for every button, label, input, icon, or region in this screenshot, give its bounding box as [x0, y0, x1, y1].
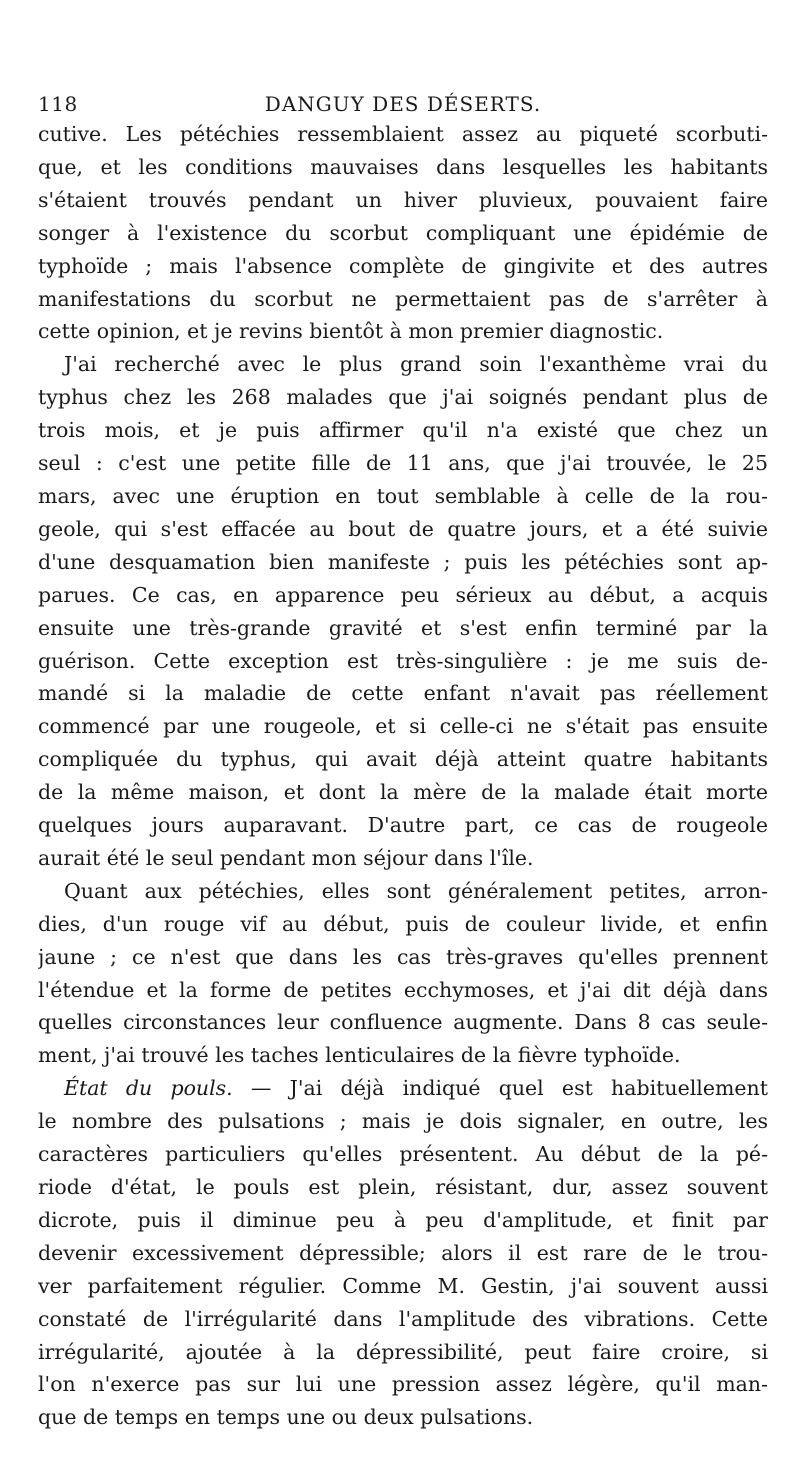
text-line: ensuite une très-grande gravité et s'est enfin terminé par la [38, 615, 768, 640]
text-line: mars, avec une éruption en tout semblable à celle de la rou- [38, 483, 768, 508]
text-line: que, et les conditions mauvaises dans lesquelles les habitants [38, 154, 768, 179]
text-line: d'une desquamation bien manifeste ; puis les pétéchies sont ap- [38, 549, 768, 574]
text-line: constaté de l'irrégularité dans l'amplitude des vibrations. Cette [38, 1306, 768, 1331]
text-line: caractères particuliers qu'elles présentent. Au début de la pé- [38, 1142, 768, 1167]
text-line: parues. Ce cas, en apparence peu sérieux au début, a acquis [38, 582, 768, 607]
text-line: ment, j'ai trouvé les taches lenticulaires de la fièvre typhoïde. [38, 1043, 681, 1068]
text-line: commencé par une rougeole, et si celle-ci ne s'était pas ensuite [38, 714, 768, 739]
text-line: que de temps en temps une ou deux pulsations. [38, 1405, 534, 1430]
running-head [38, 82, 768, 118]
text-line: J'ai recherché avec le plus grand soin l'exanthème vrai du [64, 352, 768, 377]
text-line: s'étaient trouvés pendant un hiver pluvieux, pouvaient faire [38, 187, 768, 212]
book-page [38, 82, 768, 1434]
text-line: typhus chez les 268 malades que j'ai soignés pendant plus de [38, 385, 768, 410]
text-line: songer à l'existence du scorbut compliquant une épidémie de [38, 220, 768, 245]
text-line: jaune ; ce n'est que dans les cas très-graves qu'elles prennent [38, 944, 768, 969]
text-line: guérison. Cette exception est très-singulière : je me suis de- [38, 648, 768, 673]
text-line: l'étendue et la forme de petites ecchymoses, et j'ai dit déjà dans [38, 977, 768, 1002]
text-line: typhoïde ; mais l'absence complète de gingivite et des autres [38, 253, 768, 278]
text-line: compliquée du typhus, qui avait déjà atteint quatre habitants [38, 747, 768, 772]
running-title: DANGUY DES DÉSERTS. [264, 92, 542, 116]
section-heading-inline: État du pouls. [64, 1076, 233, 1101]
text-line: cette opinion, et je revins bientôt à mon premier diagnostic. [38, 319, 664, 344]
text-line: mandé si la maladie de cette enfant n'avait pas réellement [38, 681, 768, 706]
paragraph [38, 1072, 768, 1434]
text-line: cutive. Les pétéchies ressemblaient assez au piqueté scorbuti- [38, 122, 768, 146]
paragraph [38, 875, 768, 1072]
text-line: l'on n'exerce pas sur lui une pression assez légère, qu'il man- [38, 1372, 768, 1397]
text-line: riode d'état, le pouls est plein, résistant, dur, assez souvent [38, 1175, 768, 1199]
text-line: de la même maison, et dont la mère de la malade était morte [38, 780, 768, 805]
text-line: aurait été le seul pendant mon séjour dans l'île. [38, 845, 534, 870]
text-line: irrégularité, ajoutée à la dépressibilité, peut faire croire, si [38, 1339, 768, 1364]
line-text: — J'ai déjà indiqué quel est habituellement [232, 1076, 768, 1101]
text-line: geole, qui s'est effacée au bout de quatre jours, et a été suivie [38, 516, 768, 541]
text-line: trois mois, et je puis affirmer qu'il n'a existé que chez un [38, 418, 768, 443]
text-line: dicrote, puis il diminue peu à peu d'amplitude, et finit par [38, 1207, 768, 1232]
text-line: ver parfaitement régulier. Comme M. Gestin, j'ai souvent aussi [38, 1273, 768, 1298]
body-text [38, 118, 768, 1434]
text-line: quelques jours auparavant. D'autre part, ce cas de rougeole [38, 813, 768, 838]
text-line: manifestations du scorbut ne permettaient pas de s'arrêter à [38, 286, 768, 311]
text-line [38, 1072, 768, 1105]
page-number: 118 [38, 92, 78, 116]
text-line: devenir excessivement dépressible; alors il est rare de le trou- [38, 1240, 768, 1265]
paragraph [38, 118, 768, 348]
paragraph [38, 348, 768, 875]
text-line: seul : c'est une petite fille de 11 ans, que j'ai trouvée, le 25 [38, 451, 768, 476]
text-line: quelles circonstances leur confluence augmente. Dans 8 cas seule- [38, 1010, 768, 1035]
text-line: le nombre des pulsations ; mais je dois signaler, en outre, les [38, 1109, 768, 1134]
text-line: Quant aux pétéchies, elles sont généralement petites, arron- [64, 878, 768, 903]
text-line: dies, d'un rouge vif au début, puis de couleur livide, et enfin [38, 911, 768, 936]
